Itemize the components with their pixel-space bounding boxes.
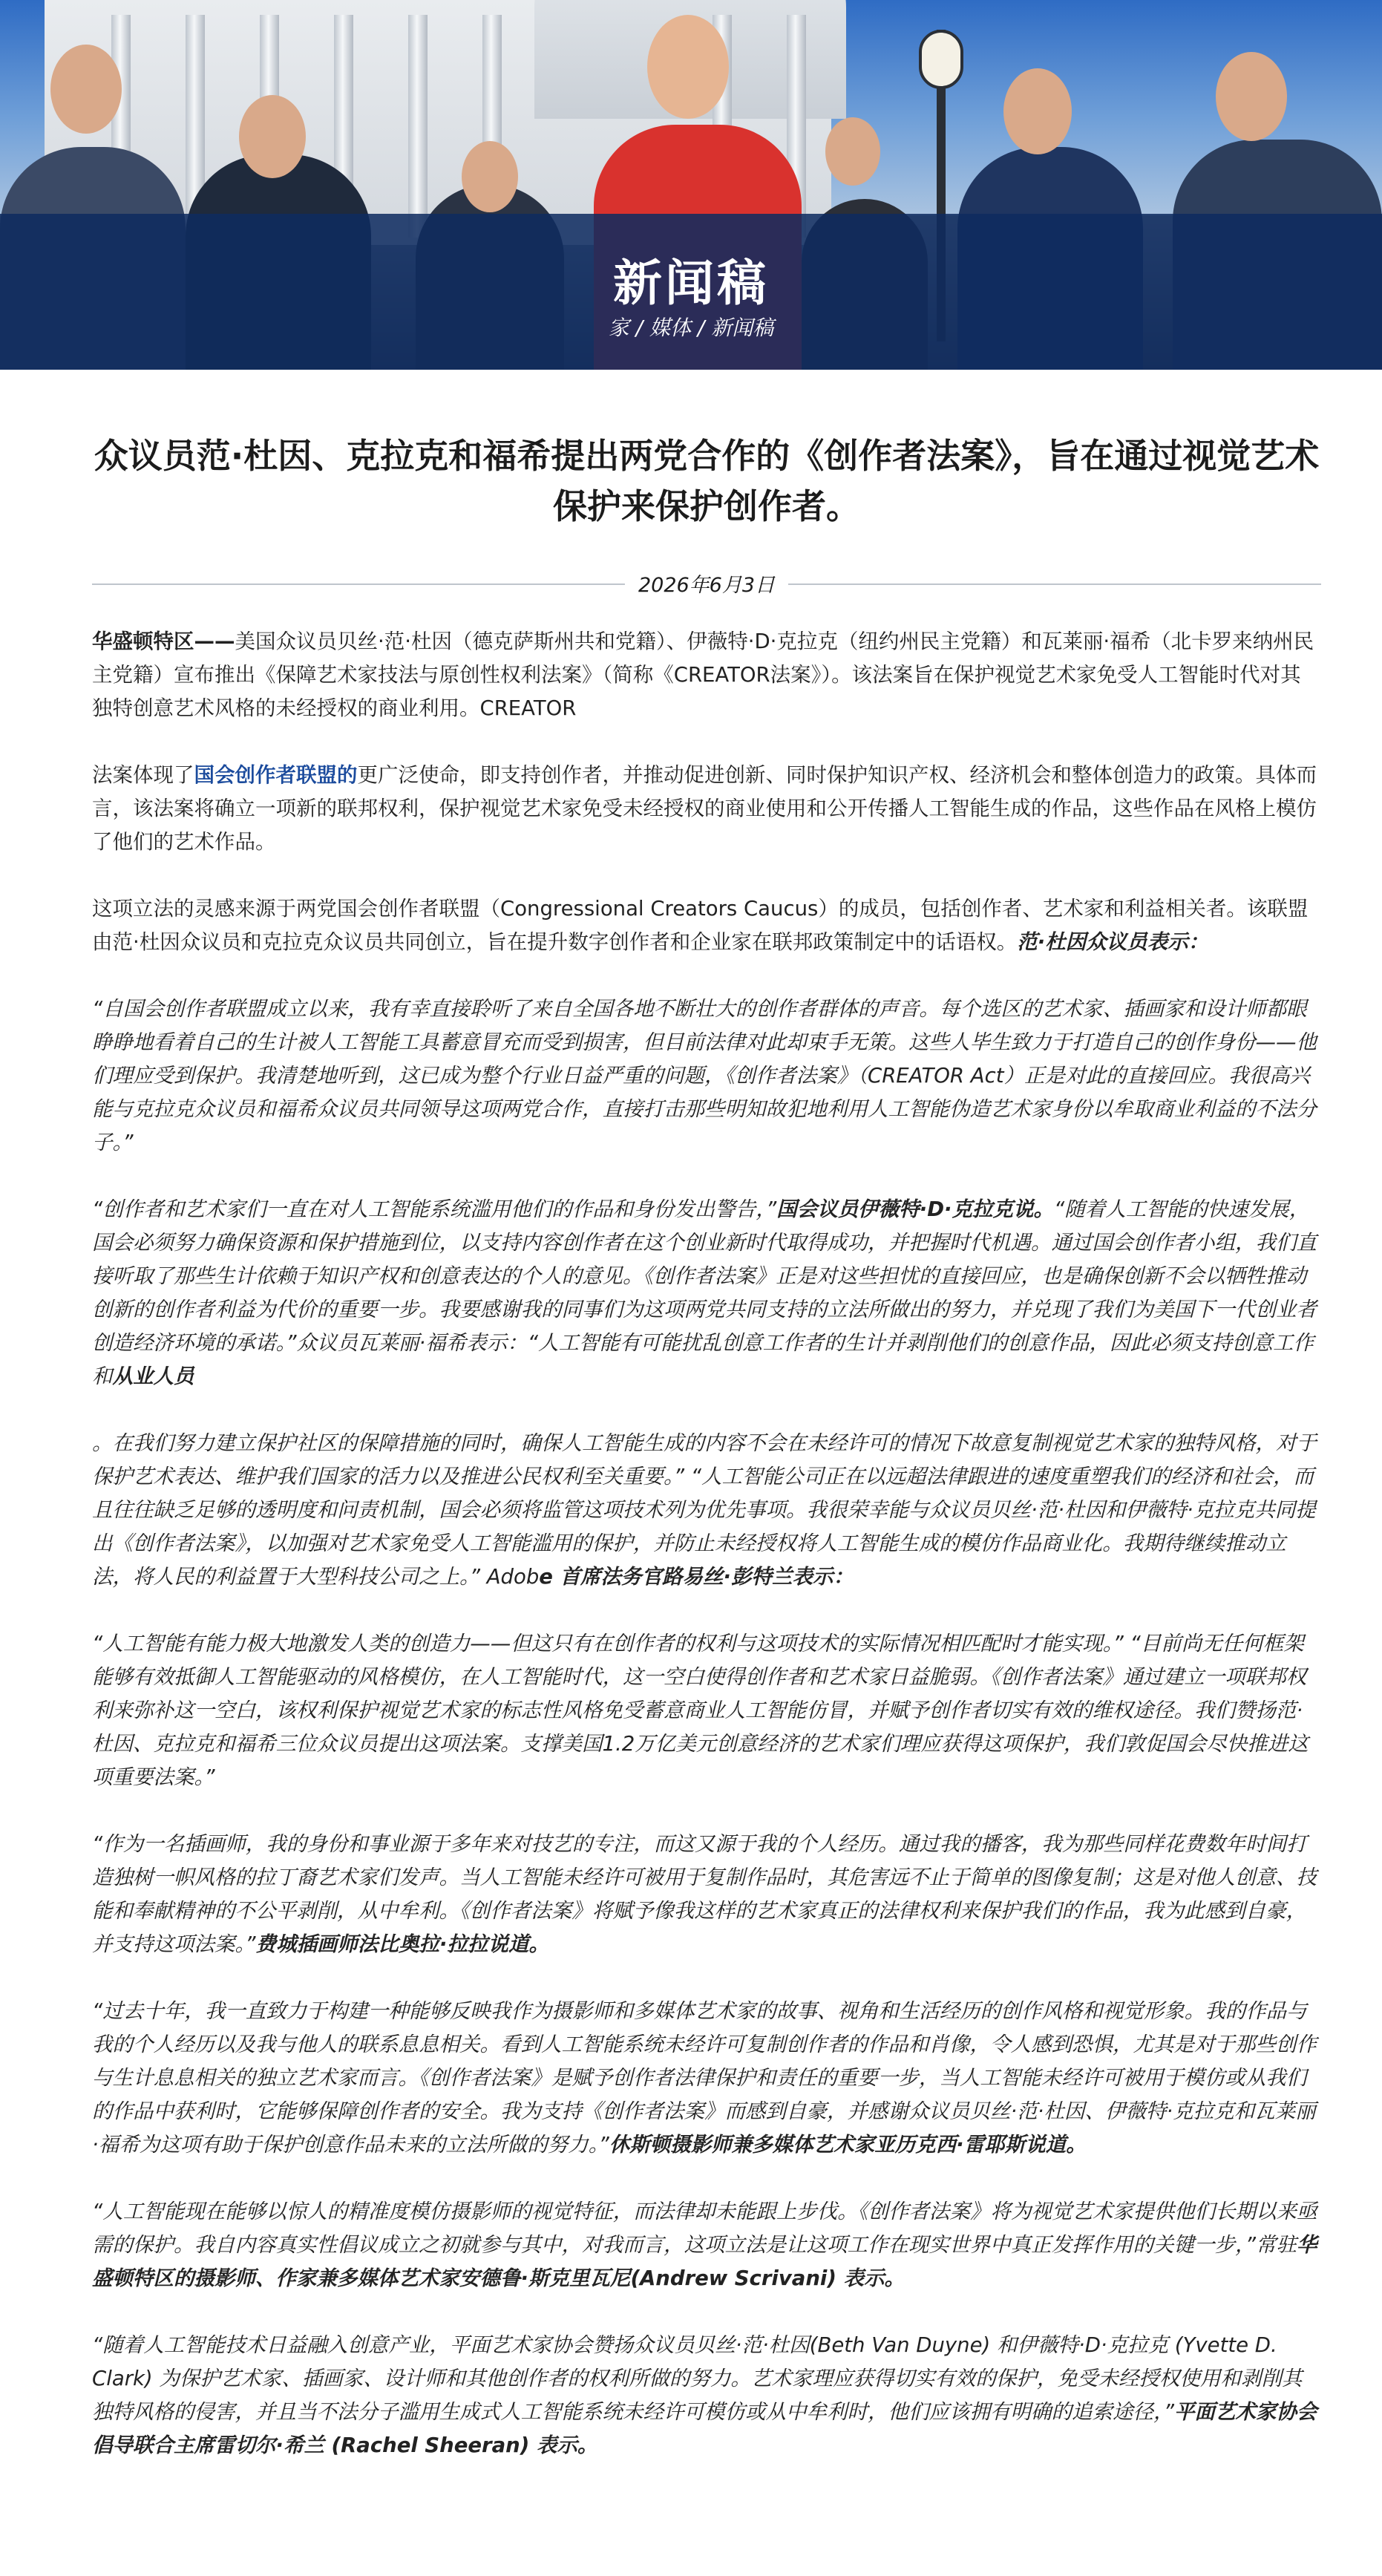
quote-illustrator: “作为一名插画师，我的身份和事业源于多年来对技艺的专注，而这又源于我的个人经历。通过我的播客，我为那些同样花费数年时间打造独树一帜风格的拉丁裔艺术家们发声。当人工智能未经许可被用于复制作品时，其危害远不止于简单的图像复制；这是对他人创意、技能和奉献精神的不公平剥削，从中牟利。《创作者法案》将赋予像我这样的艺术家真正的法律权利来保护我们的作品，我为此感到自豪，并支持这项法案。”费城插画师法比奥拉·拉拉说道。	[92, 1832, 1317, 1956]
hero-lamp-globe	[919, 30, 963, 89]
hero-column	[408, 15, 428, 238]
speaker-attribution: 休斯顿摄影师兼多媒体艺术家亚历克西·雷耶斯说道。	[609, 2133, 1087, 2157]
quote-adobe: “人工智能有能力极大地激发人类的创造力——但这只有在创作者的权利与这项技术的实际情况相匹配时才能实现。” “目前尚无任何框架能够有效抵御人工智能驱动的风格模仿，在人工智能时代，这一空白使得创作者和艺术家日益脆弱。《创作者法案》通过建立一项联邦权利来弥补这一空白，该权利保护视觉艺术家的标志性风格免受蓄意商业人工智能仿冒，并赋予创作者切实有效的维权途径。我们赞扬范·杜因、克拉克和福希三位众议员提出这项法案。支撑美国1.2万亿美元创意经济的艺术家们理应获得这项保护，我们敦促国会尽快推进这项重要法案。”	[92, 1632, 1309, 1789]
speaker-attribution: 平面艺术家协会倡导联合主席雷切尔·希兰 (Rachel Sheeran) 表示。	[92, 2400, 1317, 2457]
speaker-attribution: e 首席法务官路易丝·彭特兰表示：	[539, 1565, 854, 1589]
quote-photographer-houston: “过去十年，我一直致力于构建一种能够反映我作为摄影师和多媒体艺术家的故事、视角和生活经历的创作风格和视觉形象。我的作品与我的个人经历以及我与他人的联系息息相关。看到人工智能系统未经许可复制创作者的作品和肖像，令人感到恐惧，尤其是对于那些创作与生计息息相关的独立艺术家而言。《创作者法案》是赋予创作者法律保护和责任的重要一步，当人工智能未经许可被用于模仿或从我们的作品中获利时，它能够保障创作者的安全。我为支持《创作者法案》而感到自豪，并感谢众议员贝丝·范·杜因、伊薇特·克拉克和瓦莱丽·福希为这项有助于保护创意作品未来的立法所做的努力。”休斯顿摄影师兼多媒体艺术家亚历克西·雷耶斯说道。	[92, 1999, 1317, 2157]
paragraph-intro: 华盛顿特区——美国众议员贝丝·范·杜因（德克萨斯州共和党籍）、伊薇特·D·克拉克（纽约州民主党籍）和瓦莱丽·福希（北卡罗来纳州民主党籍）宣布推出《保障艺术家技法与原创性权利法案》（简称《CREATOR法案》）。该法案旨在保护视觉艺术家免受人工智能时代对其独特创意艺术风格的未经授权的商业利用。CREATOR	[92, 630, 1314, 720]
hero-person-head	[462, 141, 518, 212]
article-body	[92, 625, 1321, 2462]
breadcrumb-home-link[interactable]: 家	[608, 316, 629, 340]
hero-speaker-head	[647, 15, 729, 119]
breadcrumb-separator: /	[697, 316, 705, 340]
creators-caucus-link[interactable]: 国会创作者联盟的	[194, 763, 358, 787]
hero-person-head	[50, 45, 122, 134]
quote-clarke-foushee: “创作者和艺术家们一直在对人工智能系统滥用他们的作品和身份发出警告，”国会议员伊薇特·D·克拉克说。“随着人工智能的快速发展，国会必须努力确保资源和保护措施到位，以支持内容创作者在这个创业新时代取得成功，并把握时代机遇。通过国会创作者小组，我们直接听取了那些生计依赖于知识产权和创意表达的个人的意见。《创作者法案》正是对这些担忧的直接回应，也是确保创新不会以牺牲推动创新的创作者利益为代价的重要一步。我要感谢我的同事们为这项两党共同支持的立法所做出的努力，并兑现了我们为美国下一代创业者创造经济环境的承诺。”众议员瓦莱丽·福希表示：“人工智能有可能扰乱创意工作者的生计并剥削他们的创意作品，因此必须支持创意工作和从业人员	[92, 1197, 1317, 1388]
paragraph-caucus: 这项立法的灵感来源于两党国会创作者联盟（Congressional Creators Caucus）的成员，包括创作者、艺术家和利益相关者。该联盟由范·杜因众议员和克拉克众议员共同创立，旨在提升数字创作者和企业家在联邦政策制定中的话语权。范·杜因众议员表示：	[92, 897, 1309, 954]
speaker-attribution: 费城插画师法比奥拉·拉拉说道。	[255, 1932, 549, 1956]
page-title: 新闻稿	[613, 255, 769, 312]
hero-person-head	[1216, 52, 1287, 141]
quote-van-duyne: “自国会创作者联盟成立以来，我有幸直接聆听了来自全国各地不断壮大的创作者群体的声音。每个选区的艺术家、插画家和设计师都眼睁睁地看着自己的生计被人工智能工具蓄意冒充而受到损害，但目前法律对此却束手无策。这些人毕生致力于打造自己的创作身份——他们理应受到保护。我清楚地听到，这已成为整个行业日益严重的问题，《创作者法案》（CREATOR Act）正是对此的直接回应。我很高兴能与克拉克众议员和福希众议员共同领导这项两党合作，直接打击那些明知故犯地利用人工智能伪造艺术家身份以牟取商业利益的不法分子。”	[92, 997, 1317, 1154]
hero-person-head	[825, 117, 880, 186]
article-headline: 众议员范·杜因、克拉克和福希提出两党合作的《创作者法案》，旨在通过视觉艺术保护来保护创作者。	[94, 436, 1320, 526]
hero-person-head	[1003, 68, 1072, 154]
bold-phrase: 从业人员	[112, 1364, 194, 1388]
press-release-article	[92, 431, 1321, 2496]
article-date: 2026年6月3日	[625, 569, 788, 598]
quote-photographer-dc: “人工智能现在能够以惊人的精准度模仿摄影师的视觉特征，而法律却未能跟上步伐。《创作者法案》将为视觉艺术家提供他们长期以来亟需的保护。我自内容真实性倡议成立之初就参与其中，对我而言，这项立法是让这项工作在现实世界中真正发挥作用的关键一步，”常驻华盛顿特区的摄影师、作家兼多媒体艺术家安德鲁·斯克里瓦尼(Andrew Scrivani) 表示。	[92, 2200, 1317, 2290]
hero-person-head	[239, 95, 306, 178]
breadcrumb	[0, 312, 1382, 341]
speaker-attribution: 华盛顿特区的摄影师、作家兼多媒体艺术家安德鲁·斯克里瓦尼(Andrew Scrivani) 表示。	[92, 2233, 1317, 2290]
breadcrumb-separator: /	[635, 316, 643, 340]
quote-graphic-artists-guild: “随着人工智能技术日益融入创意产业，平面艺术家协会赞扬众议员贝丝·范·杜因(Beth Van Duyne) 和伊薇特·D·克拉克 (Yvette D. Clark) 为保护艺术家、插画家、设计师和其他创作者的权利所做的努力。艺术家理应获得切实有效的保护，免受未经授权使用和剥削其独特风格的侵害，并且当不法分子滥用生成式人工智能系统未经许可模仿或从中牟利时，他们应该拥有明确的追索途径，”平面艺术家协会倡导联合主席雷切尔·希兰 (Rachel Sheeran) 表示。	[92, 2333, 1317, 2457]
dateline: 华盛顿特区——	[92, 630, 235, 653]
breadcrumb-media-link[interactable]: 媒体	[649, 316, 691, 340]
hero-banner	[0, 0, 1382, 370]
speaker-attribution: 范·杜因众议员表示：	[1017, 930, 1209, 954]
quote-foushee-adobe: 。在我们努力建立保护社区的保障措施的同时，确保人工智能生成的内容不会在未经许可的情况下故意复制视觉艺术家的独特风格，对于保护艺术表达、维护我们国家的活力以及推进公民权利至关重要。” “人工智能公司正在以远超法律跟进的速度重塑我们的经济和社会，而且往往缺乏足够的透明度和问责机制，国会必须将监管这项技术列为优先事项。我很荣幸能与众议员贝丝·范·杜因和伊薇特·克拉克共同提出《创作者法案》，以加强对艺术家免受人工智能滥用的保护，并防止未经授权将人工智能生成的模仿作品商业化。我期待继续推动立法，将人民的利益置于大型科技公司之上。” Adobe 首席法务官路易丝·彭特兰表示：	[92, 1431, 1317, 1589]
paragraph-mission: 法案体现了国会创作者联盟的更广泛使命，即支持创作者，并推动促进创新、同时保护知识产权、经济机会和整体创造力的政策。具体而言，该法案将确立一项新的联邦权利，保护视觉艺术家免受未经授权的商业使用和公开传播人工智能生成的作品，这些作品在风格上模仿了他们的艺术作品。	[92, 763, 1317, 854]
speaker-attribution: 国会议员伊薇特·D·克拉克说。	[776, 1197, 1054, 1221]
breadcrumb-current: 新闻稿	[711, 316, 774, 340]
date-divider	[92, 569, 1321, 601]
